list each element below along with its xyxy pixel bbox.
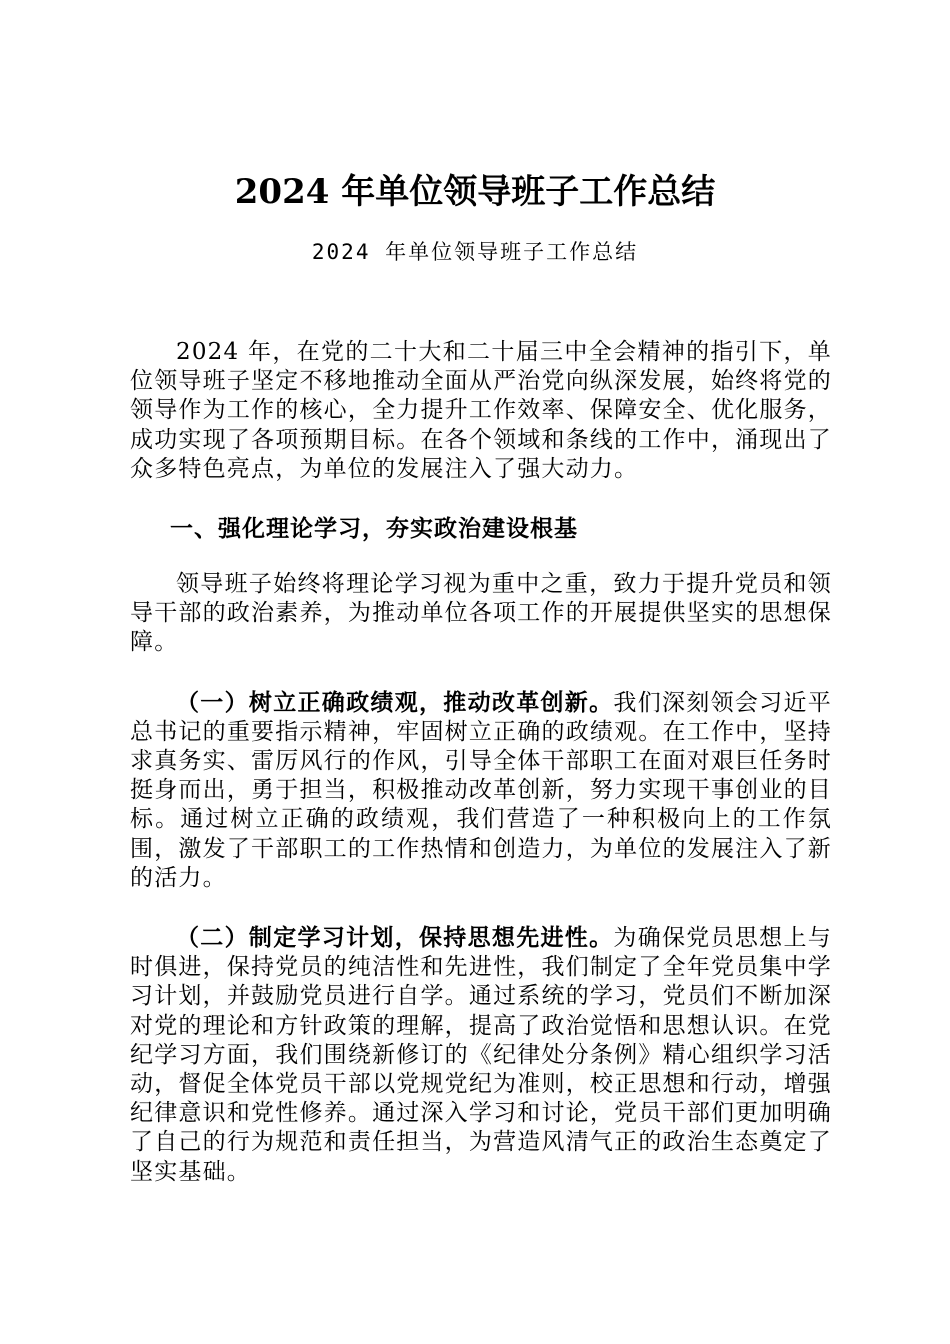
item-1-text: 我们深刻领会习近平总书记的重要指示精神，牢固树立正确的政绩观。在工作中，坚持求真务实、雷厉风行的作风，引导全体干部职工在面对艰巨任务时挺身而出，勇于担当，积极推动改革创新，努力实现干事创业的目标。通过树立正确的政绩观，我们营造了一种积极向上的工作氛围，激发了干部职工的工作热情和创造力，为单位的发展注入了新的活力。 xyxy=(130,689,832,891)
section-1-item-1-paragraph xyxy=(130,688,832,893)
section-1-intro-paragraph: 领导班子始终将理论学习视为重中之重，致力于提升党员和领导干部的政治素养，为推动单位各项工作的开展提供坚实的思想保障。 xyxy=(130,571,832,656)
document-body xyxy=(130,338,832,1217)
section-1-item-2-paragraph xyxy=(130,923,832,1187)
section-heading-1: 一、强化理论学习，夯实政治建设根基 xyxy=(170,515,578,543)
item-2-lead: （二）制定学习计划，保持思想先进性。 xyxy=(176,924,614,952)
intro-paragraph: 2024 年，在党的二十大和二十届三中全会精神的指引下，单位领导班子坚定不移地推动全面从严治党向纵深发展，始终将党的领导作为工作的核心，全力提升工作效率、保障安全、优化服务，成功实现了各项预期目标。在各个领域和条线的工作中，涌现出了众多特色亮点，为单位的发展注入了强大动力。 xyxy=(130,339,832,482)
item-2-text: 为确保党员思想上与时俱进，保持党员的纯洁性和先进性，我们制定了全年党员集中学习计划，并鼓励党员进行自学。通过系统的学习，党员们不断加深对党的理论和方针政策的理解，提高了政治觉悟和思想认识。在党纪学习方面，我们围绕新修订的《纪律处分条例》精心组织学习活动，督促全体党员干部以党规党纪为准则，校正思想和行动，增强纪律意识和党性修养。通过深入学习和讨论，党员干部们更加明确了自己的行为规范和责任担当，为营造风清气正的政治生态奠定了坚实基础。 xyxy=(130,925,832,1185)
document-subtitle: 2024 年单位领导班子工作总结 xyxy=(311,240,639,264)
item-1-lead: （一）树立正确政绩观，推动改革创新。 xyxy=(176,688,614,716)
document-title: 2024 年单位领导班子工作总结 xyxy=(234,172,716,212)
